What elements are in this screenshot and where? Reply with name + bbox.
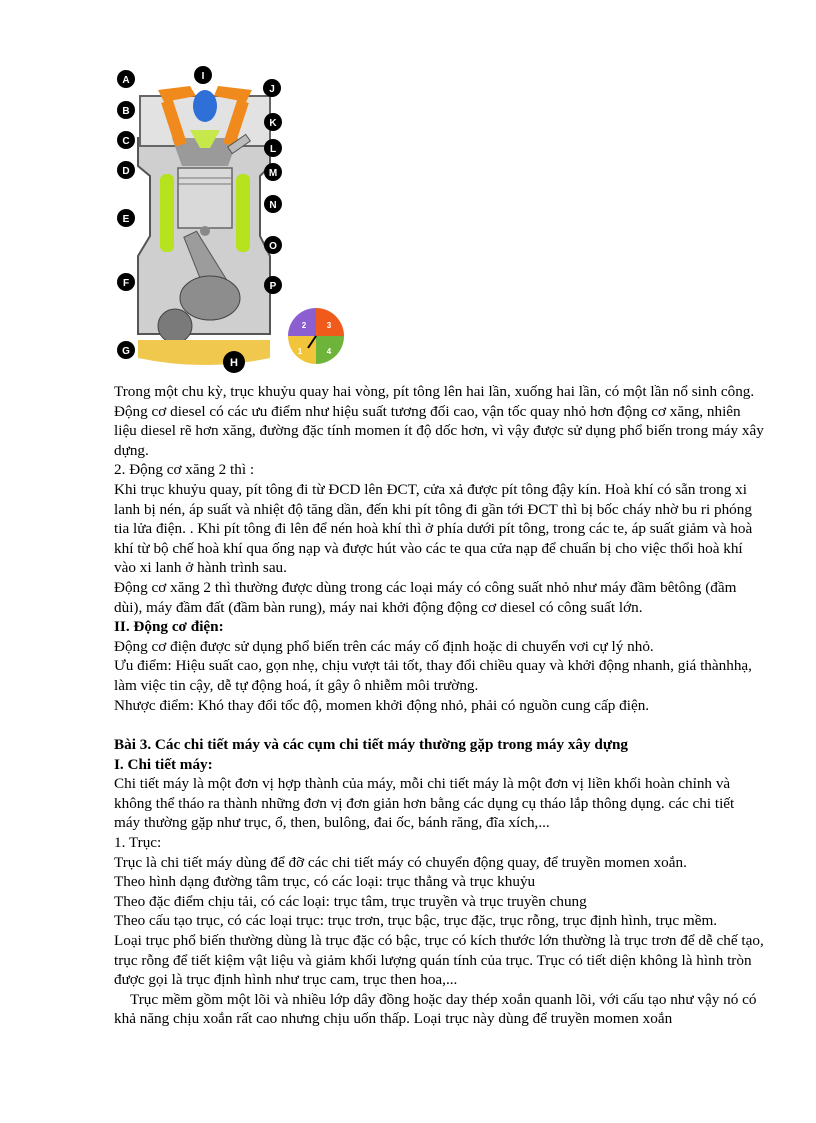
label-h: [223, 351, 245, 373]
coolant-right: [236, 174, 250, 252]
label-e: [117, 209, 135, 227]
cycle-dial: [288, 308, 344, 364]
section-gap: [114, 715, 764, 735]
paragraph-shaft-load: Theo đặc điểm chịu tải, có các loại: trục tâm, trục truyền và trục truyền chung: [114, 892, 587, 910]
label-o: [264, 236, 282, 254]
label-p-text: P: [269, 281, 277, 292]
label-h-text: H: [230, 357, 238, 369]
crank-counterweight: [158, 309, 192, 343]
label-j: [263, 79, 281, 97]
engine-diagram: [110, 66, 355, 382]
label-d: [117, 161, 135, 179]
coolant-left: [160, 174, 174, 252]
paragraph-advantages: Ưu điểm: Hiệu suất cao, gọn nhẹ, chịu vượt tải tốt, thay đổi chiều quay và khởi động nhanh, giá thànhhạ, làm việc tin cậy, dễ tự động hoá, ít gây ô nhiễm môi trường.: [114, 657, 752, 694]
label-j-text: J: [269, 84, 275, 95]
paragraph-machine-parts: Chi tiết máy là một đơn vị hợp thành của máy, mỗi chi tiết máy là một đơn vị liền khối hoàn chỉnh và không thể tháo ra thành những đơn vị đơn giản hơn bằng các dụng cụ tháo lắp thông dụng. các chi tiết máy thường gặp như trục, ổ, then, bulông, đai ốc, bánh răng, đĩa xích,...: [114, 775, 735, 832]
label-g: [117, 341, 135, 359]
subheading-shaft: 1. Trục:: [114, 834, 162, 852]
label-m: [264, 163, 282, 181]
label-i: [194, 66, 212, 84]
oil-sump: [138, 340, 270, 365]
label-p: [264, 276, 282, 294]
label-k-text: K: [269, 118, 277, 129]
label-k: [264, 113, 282, 131]
paragraph-shaft-common: Loại trục phổ biến thường dùng là trục đặc có bậc, trục có kích thước lớn thường là trục trơn để dễ chế tạo, trục rỗng để tiết kiệm vật liệu và giảm khối lượng quán tính của trục. Trục có tiết diện không là hình tròn được gọi là trục định hình như trục cam, trục then hoa,...: [114, 932, 764, 989]
label-a: [117, 70, 135, 88]
paragraph-two-stroke-usage: Động cơ xăng 2 thì thường được dùng trong các loại máy có công suất nhỏ như máy đầm bêtông (đầm dùi), máy đầm đất (đầm bàn rung), máy nai khởi động động cơ diesel có công suất lớn.: [114, 578, 737, 616]
subheading-two-stroke: 2. Động cơ xăng 2 thì :: [114, 461, 255, 479]
paragraph-shaft-definition: Trục là chi tiết máy dùng để đỡ các chi tiết máy có chuyển động quay, để truyền momen xoắn.: [114, 853, 687, 871]
label-a-text: A: [122, 75, 130, 86]
dial-label-1: 1: [297, 347, 303, 356]
heading-lesson-3: Bài 3. Các chi tiết máy và các cụm chi tiết máy thường gặp trong máy xây dựng: [114, 736, 629, 754]
paragraph-cycle: Trong một chu kỳ, trục khuỷu quay hai vòng, pít tông lên hai lần, xuống hai lần, có một lần nổ sinh công.: [114, 383, 755, 400]
camshaft: [193, 90, 217, 122]
paragraph-electric-motor: Động cơ điện được sử dụng phổ biến trên các máy cố định hoặc di chuyển vơi cự lý nhỏ.: [114, 637, 654, 655]
label-l-text: L: [269, 144, 277, 155]
engine-diagram-svg: [110, 66, 355, 382]
paragraph-diesel-advantages: Động cơ diesel có các ưu điểm như hiệu suất tương đối cao, vận tốc quay nhỏ hơn động cơ xăng, nhiên liệu diesel rẽ hơn xăng, đường đặc tính momen ít độ dốc hơn, vì vậy được sử dụng phổ biến trong máy xây dựng.: [114, 402, 764, 459]
label-d-text: D: [122, 166, 130, 177]
paragraph-disadvantages: Nhược điểm: Khó thay đổi tốc độ, momen khởi động nhỏ, phải có nguồn cung cấp điện.: [114, 696, 650, 714]
label-c: [117, 131, 135, 149]
crankshaft: [180, 276, 240, 320]
label-g-text: G: [122, 346, 130, 357]
label-f: [117, 273, 135, 291]
paragraph-two-stroke-operation: Khi trục khuỷu quay, pít tông đi từ ĐCD lên ĐCT, cửa xả được pít tông đậy kín. Hoà khí có sẵn trong xi lanh bị nén, áp suất và nhiệt độ tăng dần, đến khi pít tông đi gần tới ĐCT thì bị bốc cháy nhờ bu ri phóng tia lửa điện. . Khi pít tông đi lên để nén hoà khí thì ở phía dưới pít tông, trong các te, áp suất giảm và hoà khí từ bộ chế hoà khí qua ống nạp và được hút vào các te qua cửa nạp để chuẩn bị cho việc thổi hoà khí vào xi lanh ở hành trình sau.: [114, 480, 753, 577]
label-l: [264, 139, 282, 157]
dial-label-2: 2: [301, 321, 307, 330]
piston: [178, 168, 232, 228]
label-n-text: N: [269, 200, 277, 211]
paragraph-shaft-structure: Theo cấu tạo trục, có các loại trục: trục trơn, trục bậc, trục đặc, trục rỗng, trục định hình, trục mềm.: [114, 912, 718, 930]
label-e-text: E: [122, 214, 130, 225]
document-body: [114, 382, 764, 1029]
label-o-text: O: [269, 241, 277, 252]
label-m-text: M: [268, 168, 278, 179]
label-c-text: C: [122, 136, 130, 147]
dial-label-4: 4: [326, 347, 332, 356]
label-f-text: F: [122, 278, 130, 289]
label-b-text: B: [122, 106, 130, 117]
paragraph-shaft-shape: Theo hình dạng đường tâm trục, có các loại: trục thẳng và trục khuỷu: [114, 873, 536, 891]
piston-pin: [200, 226, 210, 236]
paragraph-flexible-shaft: Trục mềm gồm một lõi và nhiều lớp dây đồng hoặc day thép xoắn quanh lõi, với cấu tạo như vậy nó có khả năng chịu xoắn rất cao nhưng chịu uốn thấp. Loại trục này dùng để truyền momen xoắn: [114, 990, 757, 1028]
dial-label-3: 3: [326, 321, 332, 330]
heading-machine-parts: I. Chi tiết máy:: [114, 755, 213, 773]
label-n: [264, 195, 282, 213]
label-i-text: I: [201, 71, 205, 82]
heading-electric-motor: II. Động cơ điện:: [114, 618, 224, 636]
label-b: [117, 101, 135, 119]
